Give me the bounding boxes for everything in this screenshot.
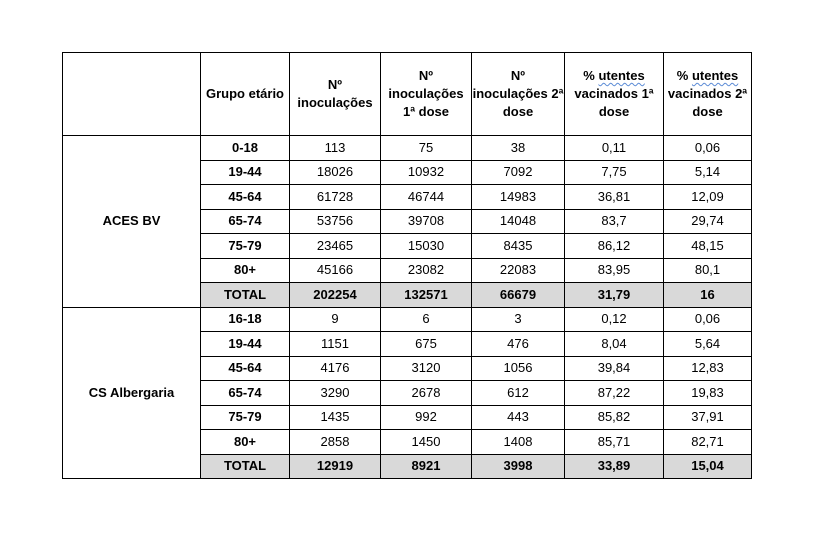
value-cell: 37,91 xyxy=(664,405,752,430)
value-cell: 12,83 xyxy=(664,356,752,381)
value-cell: 39708 xyxy=(381,209,472,234)
header-pct-first-prefix: % xyxy=(583,68,599,83)
value-cell: 83,7 xyxy=(565,209,664,234)
value-cell: 4176 xyxy=(290,356,381,381)
value-cell: 36,81 xyxy=(565,185,664,210)
header-pct-first-word: utentes xyxy=(598,68,645,83)
total-label: TOTAL xyxy=(201,283,290,308)
header-group-cell xyxy=(63,53,201,136)
value-cell: 1408 xyxy=(472,430,565,455)
age-group-cell: 75-79 xyxy=(201,234,290,259)
value-cell: 85,71 xyxy=(565,430,664,455)
header-first-dose: Nº inoculações 1ª dose xyxy=(381,53,472,136)
value-cell: 476 xyxy=(472,332,565,357)
table-row xyxy=(63,307,752,332)
header-pct-first-rest: vacinados 1ª dose xyxy=(574,86,654,119)
header-pct-second-word: utentes xyxy=(691,68,739,83)
value-cell: 3290 xyxy=(290,381,381,406)
value-cell: 3120 xyxy=(381,356,472,381)
total-cell: 132571 xyxy=(381,283,472,308)
header-pct-second-rest: vacinados 2ª dose xyxy=(667,86,748,119)
value-cell: 0,12 xyxy=(565,307,664,332)
table-body xyxy=(63,136,752,479)
total-cell: 15,04 xyxy=(664,454,752,479)
total-cell: 12919 xyxy=(290,454,381,479)
age-group-cell: 80+ xyxy=(201,430,290,455)
group-label: ACES BV xyxy=(63,136,201,308)
value-cell: 675 xyxy=(381,332,472,357)
value-cell: 46744 xyxy=(381,185,472,210)
value-cell: 75 xyxy=(381,136,472,161)
value-cell: 22083 xyxy=(472,258,565,283)
value-cell: 85,82 xyxy=(565,405,664,430)
age-group-cell: 19-44 xyxy=(201,160,290,185)
header-row xyxy=(63,53,752,136)
age-group-cell: 65-74 xyxy=(201,381,290,406)
total-label: TOTAL xyxy=(201,454,290,479)
age-group-cell: 65-74 xyxy=(201,209,290,234)
value-cell: 8,04 xyxy=(565,332,664,357)
value-cell: 14048 xyxy=(472,209,565,234)
value-cell: 15030 xyxy=(381,234,472,259)
header-inoculations: Nº inoculações xyxy=(290,53,381,136)
value-cell: 3 xyxy=(472,307,565,332)
value-cell: 5,14 xyxy=(664,160,752,185)
value-cell: 8435 xyxy=(472,234,565,259)
total-cell: 33,89 xyxy=(565,454,664,479)
total-cell: 66679 xyxy=(472,283,565,308)
value-cell: 82,71 xyxy=(664,430,752,455)
value-cell: 53756 xyxy=(290,209,381,234)
header-pct-first-dose xyxy=(565,53,664,136)
value-cell: 0,06 xyxy=(664,307,752,332)
value-cell: 1056 xyxy=(472,356,565,381)
value-cell: 113 xyxy=(290,136,381,161)
value-cell: 38 xyxy=(472,136,565,161)
value-cell: 86,12 xyxy=(565,234,664,259)
value-cell: 83,95 xyxy=(565,258,664,283)
header-second-dose: Nº inoculações 2ª dose xyxy=(472,53,565,136)
value-cell: 992 xyxy=(381,405,472,430)
value-cell: 23465 xyxy=(290,234,381,259)
value-cell: 6 xyxy=(381,307,472,332)
total-cell: 16 xyxy=(664,283,752,308)
table-row xyxy=(63,136,752,161)
value-cell: 87,22 xyxy=(565,381,664,406)
value-cell: 5,64 xyxy=(664,332,752,357)
value-cell: 2858 xyxy=(290,430,381,455)
total-cell: 8921 xyxy=(381,454,472,479)
value-cell: 10932 xyxy=(381,160,472,185)
total-cell: 31,79 xyxy=(565,283,664,308)
group-label: CS Albergaria xyxy=(63,307,201,479)
value-cell: 45166 xyxy=(290,258,381,283)
value-cell: 443 xyxy=(472,405,565,430)
value-cell: 29,74 xyxy=(664,209,752,234)
value-cell: 14983 xyxy=(472,185,565,210)
age-group-cell: 16-18 xyxy=(201,307,290,332)
value-cell: 1450 xyxy=(381,430,472,455)
header-age-group: Grupo etário xyxy=(201,53,290,136)
age-group-cell: 80+ xyxy=(201,258,290,283)
value-cell: 23082 xyxy=(381,258,472,283)
value-cell: 61728 xyxy=(290,185,381,210)
age-group-cell: 19-44 xyxy=(201,332,290,357)
value-cell: 1151 xyxy=(290,332,381,357)
age-group-cell: 45-64 xyxy=(201,356,290,381)
header-pct-second-prefix: % xyxy=(676,68,692,83)
total-cell: 3998 xyxy=(472,454,565,479)
age-group-cell: 75-79 xyxy=(201,405,290,430)
value-cell: 1435 xyxy=(290,405,381,430)
value-cell: 0,11 xyxy=(565,136,664,161)
value-cell: 19,83 xyxy=(664,381,752,406)
value-cell: 18026 xyxy=(290,160,381,185)
value-cell: 7,75 xyxy=(565,160,664,185)
header-pct-second-dose xyxy=(664,53,752,136)
value-cell: 2678 xyxy=(381,381,472,406)
value-cell: 7092 xyxy=(472,160,565,185)
value-cell: 612 xyxy=(472,381,565,406)
vaccination-table xyxy=(62,52,752,479)
value-cell: 39,84 xyxy=(565,356,664,381)
value-cell: 80,1 xyxy=(664,258,752,283)
age-group-cell: 45-64 xyxy=(201,185,290,210)
value-cell: 0,06 xyxy=(664,136,752,161)
total-cell: 202254 xyxy=(290,283,381,308)
value-cell: 12,09 xyxy=(664,185,752,210)
value-cell: 9 xyxy=(290,307,381,332)
value-cell: 48,15 xyxy=(664,234,752,259)
age-group-cell: 0-18 xyxy=(201,136,290,161)
